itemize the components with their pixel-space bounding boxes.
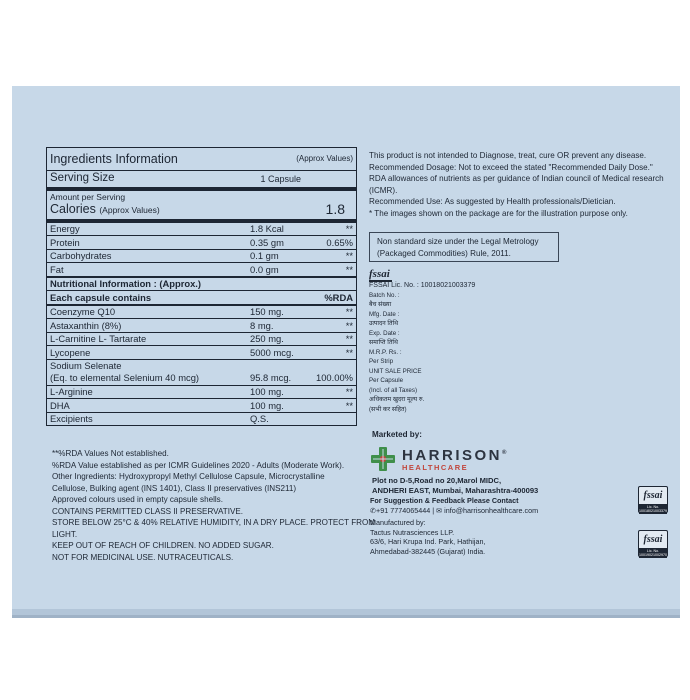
- field-label: Per Strip: [369, 358, 394, 365]
- selenate-sub: (Eq. to elemental Selenium 40 mcg): [50, 371, 200, 383]
- contact-header: For Suggestion & Feedback Please Contact: [370, 496, 519, 505]
- phone-icon: ✆: [370, 506, 377, 515]
- disclaimer-line: Recommended Dosage: Not to exceed the stated "Recommended Daily Dose.": [369, 162, 653, 172]
- table-row: Energy 1.8 Kcal **: [47, 223, 356, 237]
- note-line: Cellulose, Bulking agent (INS 1401), Class II preservatives (INS211): [52, 483, 297, 493]
- manufacturer-block: [370, 518, 485, 556]
- note-line: **%RDA Values Not established.: [52, 449, 169, 458]
- disclaimer-line: Recommended Use: As suggested by Health professionals/Dietician.: [369, 197, 616, 206]
- harrison-cross-icon: [368, 446, 398, 472]
- fssai-badge-logo: fssai: [643, 490, 663, 501]
- disclaimer-line: This product is not intended to Diagnose, treat, cure OR prevent any disease.: [369, 151, 647, 160]
- disclaimer-line: * The images shown on the package are for the illustration purpose only.: [369, 208, 628, 218]
- table-row: Excipients Q.S.: [50, 413, 269, 425]
- fssai-license: FSSAI Lic. No. : 10018021003379: [369, 282, 476, 289]
- table-row: Protein 0.35 gm 0.65%: [47, 236, 356, 250]
- address-line: ANDHERI EAST, Mumbai, Maharashtra-400093: [372, 485, 539, 495]
- field-label: (सभी कर सहित): [369, 405, 407, 413]
- note-line: CONTAINS PERMITTED CLASS II PRESERVATIVE.: [52, 506, 243, 516]
- field-label: अधिकतम खुदरा मूल्य रु.: [369, 396, 425, 403]
- manufacturer-line: Tactus Nutrasciences LLP.: [370, 527, 455, 537]
- manufacturer-line: Manufactured by:: [370, 518, 426, 527]
- harrison-logo: [368, 446, 509, 472]
- table-title-row: [47, 148, 356, 171]
- contact-email: info@harrisonhealthcare.com: [444, 506, 539, 515]
- contact-block: For Suggestion & Feedback Please Contact ✆+91 7774065444 | ✉ info@harrisonhealthcare.com: [370, 496, 539, 515]
- calories-value: 1.8: [325, 200, 345, 217]
- disclaimer-block: [369, 150, 669, 219]
- serving-size-row: [47, 171, 356, 191]
- batch-fields: [369, 281, 475, 414]
- selenate-rda: 100.00%: [315, 371, 353, 383]
- field-label: Batch No. :: [369, 291, 400, 299]
- serving-size-label: Serving Size: [50, 172, 115, 185]
- address-line: Plot no D-5,Road no 20,Marol MIDC,: [372, 476, 502, 485]
- manufacturer-line: 63/6, Hari Krupa Ind. Park, Hathijan,: [370, 537, 486, 547]
- table-row: Lycopene 5000 mcg. **: [47, 346, 356, 360]
- brand-name: HARRISON: [402, 446, 503, 464]
- registered-mark: ®: [502, 449, 509, 456]
- fssai-badge: [638, 530, 668, 557]
- table-row: Astaxanthin (8%) 8 mg. **: [47, 319, 356, 333]
- notes-block: [52, 448, 376, 563]
- fssai-logo: fssai: [369, 268, 390, 280]
- amount-per-serving: Amount per Serving: [50, 192, 126, 202]
- note-line: Other Ingredients: Hydroxypropyl Methyl Cellulose Capsule, Microcrystalline: [52, 472, 325, 481]
- each-capsule-header: Each capsule contains %RDA: [47, 291, 356, 306]
- fssai-badge-number: Lic. No. 10019021002970: [639, 549, 667, 557]
- email-icon: ✉: [436, 506, 443, 515]
- table-row-selenate: [47, 360, 356, 386]
- table-title-note: (Approx Values): [296, 154, 353, 163]
- table-row: Carbohydrates 0.1 gm **: [47, 250, 356, 264]
- field-label: समाप्ति तिथि: [369, 339, 398, 346]
- table-title: Ingredients Information: [50, 151, 178, 166]
- note-line: NOT FOR MEDICINAL USE. NUTRACEUTICALS.: [52, 552, 234, 562]
- field-label: UNIT SALE PRICE: [369, 367, 422, 375]
- note-line: %RDA Value established as per ICMR Guidelines 2020 - Adults (Moderate Work).: [52, 460, 345, 470]
- calories-row: [47, 202, 356, 223]
- disclaimer-line: RDA allowances of nutrients as per guidance of Indian council of Medical research: [369, 174, 664, 183]
- field-label: Per Capsule: [369, 377, 404, 384]
- table-row: L-Carnitine L- Tartarate 250 mg. **: [47, 333, 356, 347]
- calories-label: Calories: [50, 202, 96, 216]
- field-label: M.R.P. Rs. :: [369, 348, 402, 356]
- note-line: LIGHT.: [52, 529, 78, 539]
- nutrition-table: [46, 147, 357, 426]
- selenate-name: Sodium Selenate: [50, 359, 122, 371]
- brand-tagline: HEALTHCARE: [402, 462, 469, 472]
- manufacturer-line: Ahmedabad-382445 (Gujarat) India.: [370, 546, 486, 556]
- serving-size-value: 1 Capsule: [260, 173, 301, 184]
- legal-line: Non standard size under the Legal Metrology: [377, 237, 539, 246]
- marketer-address: [372, 476, 538, 495]
- contact-phone: +91 7774065444: [376, 506, 431, 515]
- legal-metrology-box: [369, 232, 559, 262]
- disclaimer-line: (ICMR).: [369, 185, 398, 195]
- note-line: STORE BELOW 25°C & 40% RELATIVE HUMIDITY, IN A DRY PLACE. PROTECT FROM: [52, 518, 376, 527]
- field-label: (Incl. of all Taxes): [369, 386, 418, 394]
- note-line: KEEP OUT OF REACH OF CHILDREN. NO ADDED SUGAR.: [52, 541, 274, 550]
- field-label: बैच संख्या: [369, 301, 392, 308]
- fssai-badge: [638, 486, 668, 513]
- fssai-badge-number: Lic. No. 10018021003379: [639, 505, 667, 513]
- nutritional-info-header: Nutritional Information : (Approx.): [47, 278, 356, 292]
- table-row: Fat 0.0 gm **: [47, 263, 356, 278]
- note-line: Approved colours used in empty capsule shells.: [52, 495, 223, 504]
- selenate-amount: 95.8 mcg.: [250, 371, 292, 383]
- rda-header: %RDA: [324, 291, 353, 303]
- marketed-by-label: Marketed by:: [372, 430, 422, 439]
- field-label: उत्पादन तिथि: [369, 320, 399, 327]
- table-row: DHA 100 mg. **: [47, 399, 356, 413]
- legal-line: (Packaged Commodities) Rule, 2011.: [377, 248, 511, 258]
- table-row: L-Arginine 100 mg. **: [47, 386, 356, 400]
- table-row: Coenzyme Q10 150 mg. **: [47, 306, 356, 320]
- calories-note: (Approx Values): [99, 205, 160, 215]
- field-label: Mfg. Date :: [369, 310, 400, 318]
- field-label: Exp. Date :: [369, 329, 400, 337]
- fssai-badge-logo: fssai: [643, 534, 663, 545]
